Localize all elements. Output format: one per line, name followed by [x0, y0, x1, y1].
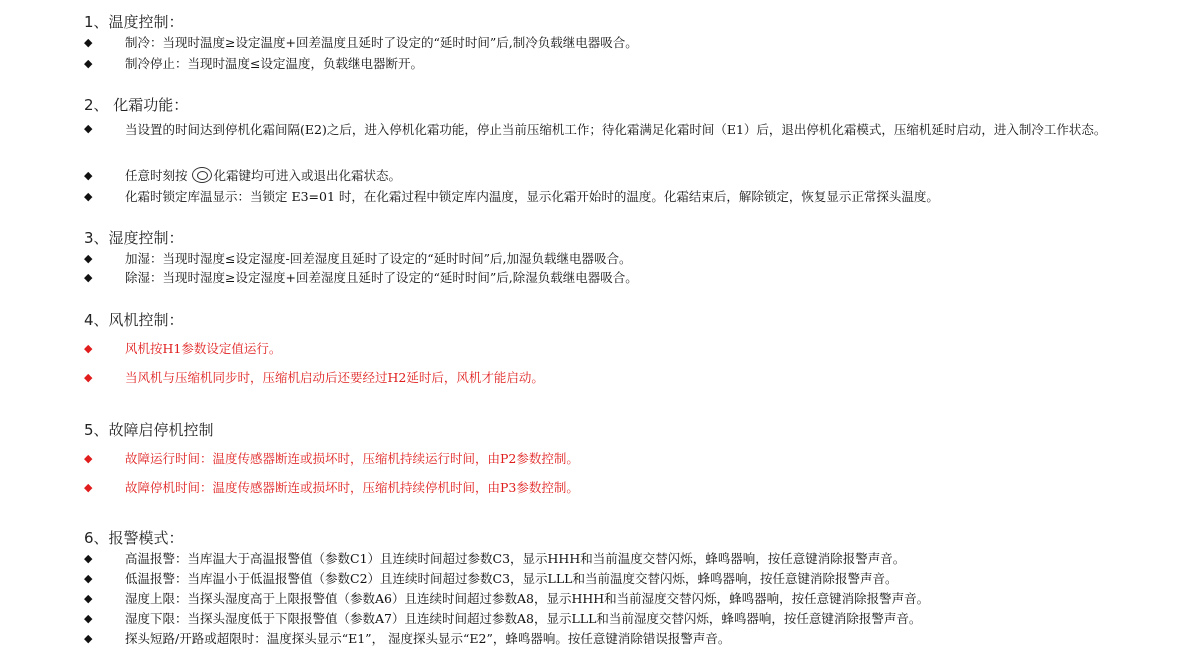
- list-item-text: 加湿：当现时湿度≤设定湿度-回差湿度且延时了设定的“延时时间”后,加湿负载继电器吸合。: [125, 251, 632, 266]
- bullet-icon: ◆: [84, 122, 93, 135]
- bullet-icon: ◆: [84, 36, 93, 49]
- bullet-icon: ◆: [84, 371, 93, 384]
- list-item-text: 高温报警：当库温大于高温报警值（参数C1）且连续时间超过参数C3，显示HHH和当前温度交替闪烁，蜂鸣器响，按任意键消除报警声音。: [125, 551, 906, 566]
- bullet-icon: ◆: [84, 592, 93, 605]
- bullet-icon: ◆: [84, 169, 93, 182]
- section-heading-humidity: 3、湿度控制：: [84, 229, 184, 247]
- bullet-icon: ◆: [84, 632, 93, 645]
- list-item-text: 除湿：当现时湿度≥设定湿度+回差湿度且延时了设定的“延时时间”后,除湿负载继电器吸合。: [125, 270, 638, 285]
- defrost-text-before: 任意时刻按: [125, 168, 188, 183]
- list-item-text: 探头短路/开路或超限时：温度探头显示“E1”， 湿度探头显示“E2”，蜂鸣器响。按任意键消除错误报警声音。: [125, 631, 731, 646]
- list-item-text: 当设置的时间达到停机化霜间隔(E2)之后，进入停机化霜功能，停止当前压缩机工作；待化霜满足化霜时间（E1）后，退出停机化霜模式，压缩机延时启动，进入制冷工作状态。: [125, 122, 1107, 137]
- bullet-icon: ◆: [84, 342, 93, 355]
- list-item-text: 化霜时锁定库温显示：当锁定 E3=01 时，在化霜过程中锁定库内温度，显示化霜开始时的温度。化霜结束后，解除锁定，恢复显示正常探头温度。: [125, 189, 939, 204]
- list-item-text: 湿度下限：当探头湿度低于下限报警值（参数A7）且连续时间超过参数A8，显示LLL和当前湿度交替闪烁，蜂鸣器响，按任意键消除报警声音。: [125, 611, 922, 626]
- list-item-text: 风机按H1参数设定值运行。: [125, 341, 282, 356]
- bullet-icon: ◆: [84, 481, 93, 494]
- section-heading-temperature: 1、温度控制：: [84, 13, 184, 31]
- list-item-text: 制冷：当现时温度≥设定温度+回差温度且延时了设定的“延时时间”后,制冷负载继电器吸合。: [125, 35, 638, 50]
- bullet-icon: ◆: [84, 452, 93, 465]
- list-item-text: 故障运行时间：温度传感器断连或损坏时，压缩机持续运行时间，由P2参数控制。: [125, 451, 579, 466]
- section-heading-alarm: 6、报警模式：: [84, 529, 184, 547]
- bullet-icon: ◆: [84, 572, 93, 585]
- defrost-text-after: 化霜键均可进入或退出化霜状态。: [213, 168, 402, 183]
- bullet-icon: ◆: [84, 552, 93, 565]
- list-item-text: 湿度上限：当探头湿度高于上限报警值（参数A6）且连续时间超过参数A8，显示HHH和当前湿度交替闪烁，蜂鸣器响，按任意键消除报警声音。: [125, 591, 930, 606]
- section-heading-fault: 5、故障启停机控制: [84, 421, 214, 439]
- list-item-text: [125, 166, 401, 186]
- bullet-icon: ◆: [84, 190, 93, 203]
- list-item: [84, 119, 1164, 163]
- list-item-text: 故障停机时间：温度传感器断连或损坏时，压缩机持续停机时间，由P3参数控制。: [125, 480, 579, 495]
- section-heading-fan: 4、风机控制：: [84, 311, 184, 329]
- section-heading-defrost: 2、 化霜功能：: [84, 96, 189, 114]
- bullet-icon: ◆: [84, 612, 93, 625]
- list-item-text: 当风机与压缩机同步时，压缩机启动后还要经过H2延时后，风机才能启动。: [125, 370, 544, 385]
- list-item-text: 低温报警：当库温小于低温报警值（参数C2）且连续时间超过参数C3，显示LLL和当前温度交替闪烁，蜂鸣器响，按任意键消除报警声音。: [125, 571, 898, 586]
- bullet-icon: ◆: [84, 252, 93, 265]
- defrost-key-icon: [192, 167, 212, 183]
- bullet-icon: ◆: [84, 271, 93, 284]
- list-item-text: 制冷停止：当现时温度≤设定温度，负载继电器断开。: [125, 56, 423, 71]
- bullet-icon: ◆: [84, 57, 93, 70]
